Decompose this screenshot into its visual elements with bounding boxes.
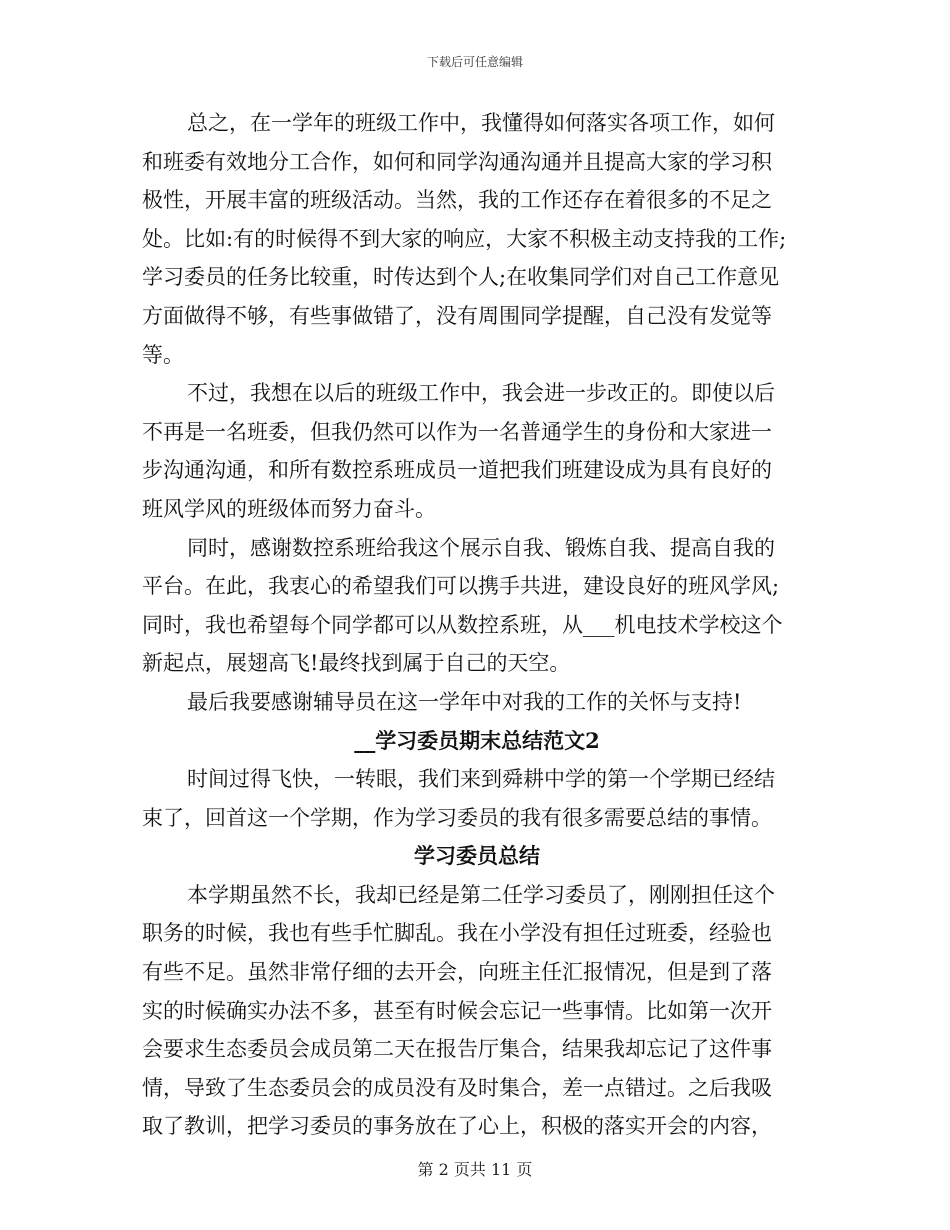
text-line: 不过，我想在以后的班级工作中，我会进一步改正的。即使以后 bbox=[187, 381, 775, 406]
text-line: 时间过得飞快，一转眼，我们来到舜耕中学的第一个学期已经结 bbox=[187, 767, 775, 792]
section-heading: __学习委员期末总结范文2 bbox=[354, 727, 600, 753]
text-line: 处。比如:有的时候得不到大家的响应，大家不积极主动支持我的工作; bbox=[142, 226, 787, 251]
section-heading: 学习委员总结 bbox=[414, 843, 540, 869]
text-line: 总之，在一学年的班级工作中，我懂得如何落实各项工作，如何 bbox=[187, 111, 775, 135]
text-line: 情，导致了生态委员会的成员没有及时集合，差一点错过。之后我吸 bbox=[142, 1075, 772, 1100]
text-line: 实的时候确实办法不多，甚至有时候会忘记一些事情。比如第一次开 bbox=[142, 998, 772, 1023]
text-line: 班风学风的班级体而努力奋斗。 bbox=[142, 496, 436, 521]
text-line: 步沟通沟通，和所有数控系班成员一道把我们班建设成为具有良好的 bbox=[142, 458, 772, 483]
page-footer: 第 2 页共 11 页 bbox=[417, 1160, 533, 1179]
document-body bbox=[142, 104, 812, 1146]
text-line: 有些不足。虽然非常仔细的去开会，向班主任汇报情况，但是到了落 bbox=[142, 960, 772, 985]
text-line: 和班委有效地分工合作，如何和同学沟通沟通并且提高大家的学习积 bbox=[142, 149, 772, 174]
text-line: 本学期虽然不长，我却已经是第二任学习委员了，刚刚担任这个 bbox=[187, 882, 775, 907]
text-line: 会要求生态委员会成员第二天在报告厅集合，结果我却忘记了这件事 bbox=[142, 1037, 772, 1062]
text-line: 等。 bbox=[142, 342, 184, 367]
text-line: 同时，我也希望每个同学都可以从数控系班，从___机电技术学校这个 bbox=[142, 612, 783, 637]
text-line: 不再是一名班委，但我仍然可以作为一名普通学生的身份和大家进一 bbox=[142, 419, 772, 444]
text-line: 平台。在此，我衷心的希望我们可以携手共进，建设良好的班风学风; bbox=[142, 574, 780, 599]
text-line: 学习委员的任务比较重，时传达到个人;在收集同学们对自己工作意见 bbox=[142, 265, 780, 290]
text-line: 职务的时候，我也有些手忙脚乱。我在小学没有担任过班委，经验也 bbox=[142, 921, 772, 946]
text-line: 束了，回首这一个学期，作为学习委员的我有很多需要总结的事情。 bbox=[142, 805, 772, 830]
page-header: 下载后可任意编辑 bbox=[426, 55, 523, 69]
text-line: 方面做得不够，有些事做错了，没有周围同学提醒，自己没有发觉等 bbox=[142, 303, 772, 328]
text-line: 最后我要感谢辅导员在这一学年中对我的工作的关怀与支持! bbox=[187, 689, 742, 714]
text-line: 取了教训，把学习委员的事务放在了心上，积极的落实开会的内容， bbox=[142, 1114, 772, 1139]
text-line: 新起点，展翅高飞!最终找到属于自己的天空。 bbox=[142, 651, 571, 676]
text-line: 极性，开展丰富的班级活动。当然，我的工作还存在着很多的不足之 bbox=[142, 188, 772, 213]
text-line: 同时，感谢数控系班给我这个展示自我、锻炼自我、提高自我的 bbox=[187, 535, 775, 560]
